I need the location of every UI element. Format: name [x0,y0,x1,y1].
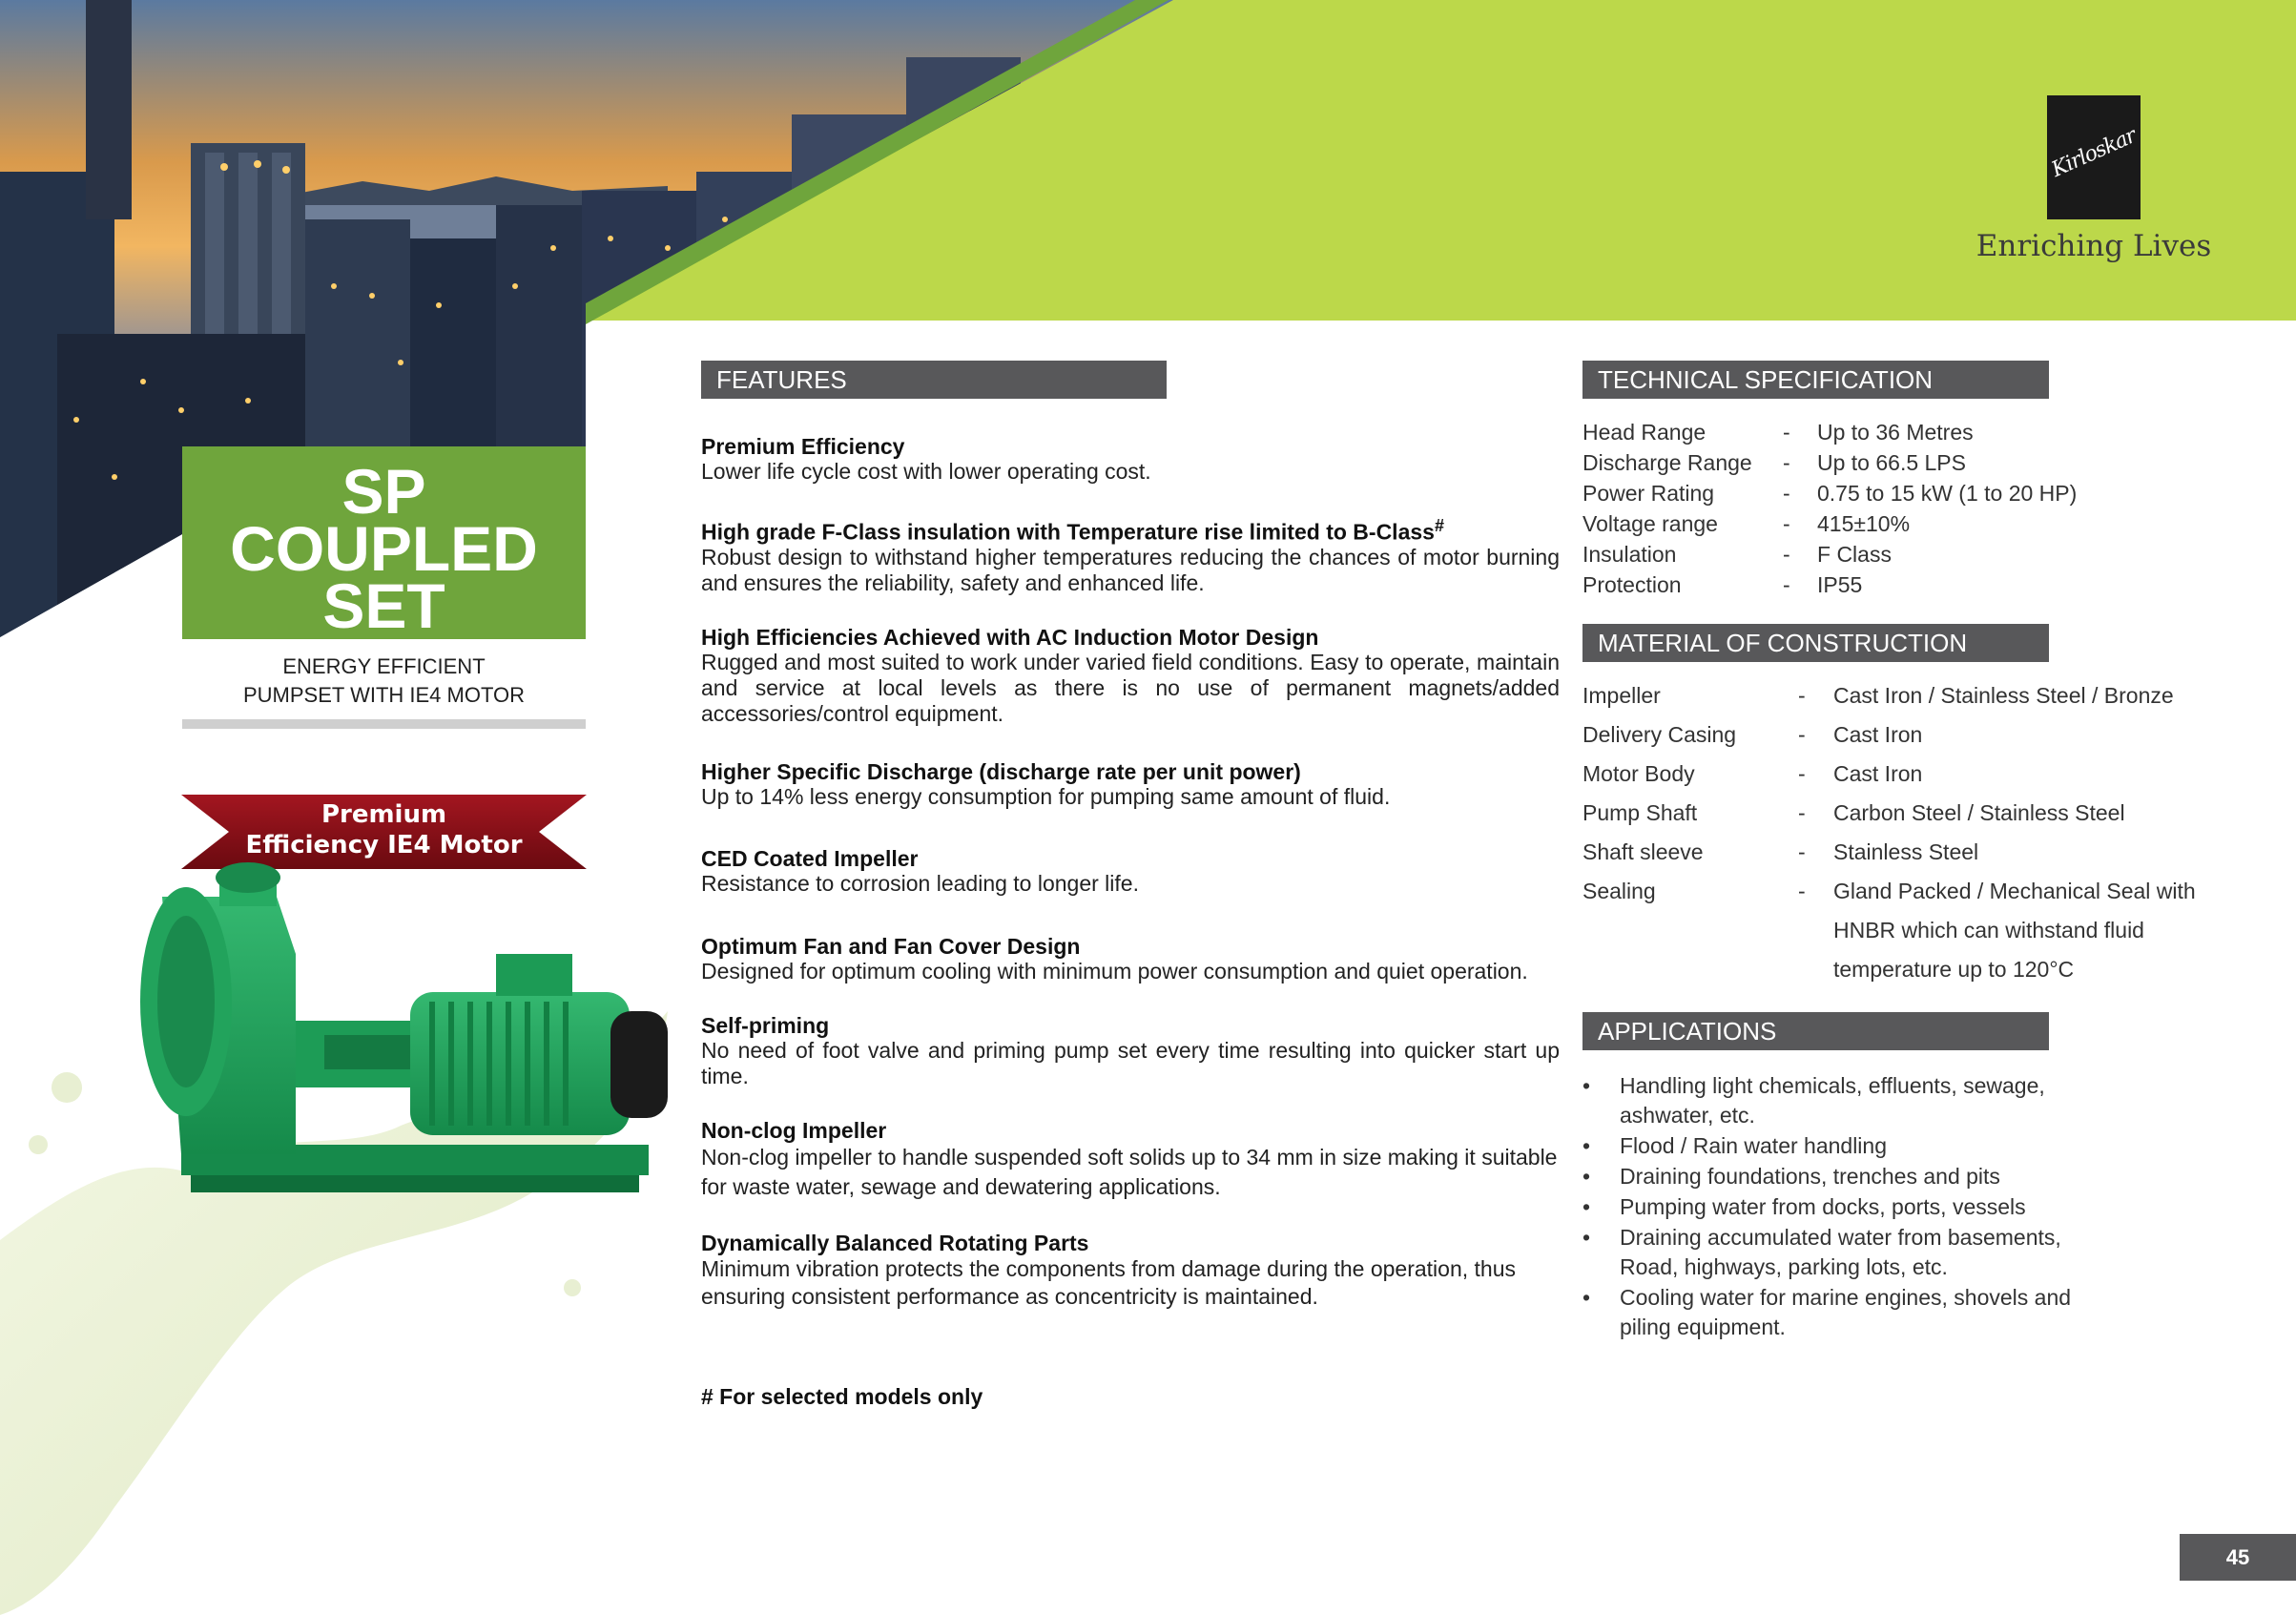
spec-sep: - [1783,481,1790,506]
application-item: • Cooling water for marine engines, shovels and piling equipment. [1582,1283,2117,1342]
applications-header: APPLICATIONS [1582,1012,2049,1050]
spec-value: Up to 36 Metres [1817,420,1974,445]
feature-desc: Robust design to withstand higher temperatures reducing the chances of motor burning and ensures the reliability, safety and enhanced life. [701,544,1560,595]
spec-label: Power Rating [1582,481,1715,506]
technical-spec-header: TECHNICAL SPECIFICATION [1582,361,2049,399]
ribbon-line: Premium [321,800,447,829]
footnote: # For selected models only [701,1384,983,1409]
feature-item [701,759,1560,810]
application-item: • Pumping water from docks, ports, vessels [1582,1192,2117,1222]
spec-row [1582,569,2077,600]
application-item: • Draining foundations, trenches and pits [1582,1162,2117,1191]
material-row [1582,755,2215,794]
feature-title: Premium Efficiency [701,434,905,459]
spec-sep: - [1783,572,1790,597]
material-label: Delivery Casing [1582,722,1737,747]
feature-title: Optimum Fan and Fan Cover Design [701,933,1081,959]
brand-tagline: Enriching Lives [1975,229,2212,263]
feature-title [701,513,1560,545]
feature-title: Dynamically Balanced Rotating Parts [701,1230,1089,1255]
material-header: MATERIAL OF CONSTRUCTION [1582,624,2049,662]
spec-sep: - [1783,542,1790,567]
product-title-line: SP [341,456,426,527]
spec-value: 0.75 to 15 kW (1 to 20 HP) [1817,481,2078,506]
spec-row [1582,447,2077,478]
subtitle-line: ENERGY EFFICIENT [282,654,486,678]
features-list [701,434,1560,1311]
material-value: Stainless Steel [1833,839,1979,864]
feature-item [701,1118,1560,1202]
material-row [1582,715,2215,755]
spec-label: Voltage range [1582,511,1718,536]
feature-item [701,625,1560,727]
spec-row [1582,417,2077,447]
spec-row [1582,478,2077,508]
material-label: Sealing [1582,879,1656,903]
material-sep: - [1798,683,1806,708]
application-item: • Flood / Rain water handling [1582,1131,2117,1161]
spec-label: Discharge Range [1582,450,1752,475]
feature-item [701,434,1560,485]
material-row [1582,794,2215,833]
material-sep: - [1798,722,1806,747]
feature-title: Non-clog Impeller [701,1117,887,1143]
material-value: Cast Iron [1833,722,1923,747]
application-item: • Draining accumulated water from basements, Road, highways, parking lots, etc. [1582,1223,2117,1282]
feature-title: Self-priming [701,1012,830,1038]
material-sep: - [1798,761,1806,786]
feature-title: CED Coated Impeller [701,845,919,871]
features-header: FEATURES [701,361,1167,399]
applications-list [1582,1071,2117,1343]
spec-sep: - [1783,420,1790,445]
spec-label: Head Range [1582,420,1706,445]
feature-item [701,846,1560,897]
divider [182,719,586,729]
product-title-line: COUPLED [230,513,538,584]
product-title-line: SET [322,570,445,641]
material-label: Shaft sleeve [1582,839,1704,864]
spec-sep: - [1783,511,1790,536]
technical-spec-table [1582,417,2077,600]
spec-value: Up to 66.5 LPS [1817,450,1966,475]
subtitle-line: PUMPSET WITH IE4 MOTOR [243,683,525,707]
application-item: • Handling light chemicals, effluents, sewage, ashwater, etc. [1582,1071,2117,1130]
material-row [1582,833,2215,872]
material-row [1582,676,2215,715]
spec-sep: - [1783,450,1790,475]
material-label: Impeller [1582,683,1661,708]
footnote-mark: # [1434,516,1444,535]
pump-set-illustration [0,839,687,1615]
material-sep: - [1798,800,1806,825]
spec-value: F Class [1817,542,1892,567]
material-value: Carbon Steel / Stainless Steel [1833,800,2125,825]
feature-desc: Designed for optimum cooling with minimum power consumption and quiet operation. [701,958,1528,983]
spec-value: IP55 [1817,572,1863,597]
material-label: Motor Body [1582,761,1695,786]
page-number: 45 [2180,1534,2296,1581]
material-sep: - [1798,839,1806,864]
product-title-panel [182,446,586,639]
spec-row [1582,508,2077,539]
material-label: Pump Shaft [1582,800,1698,825]
feature-item [701,513,1560,596]
feature-desc: Minimum vibration protects the components from damage during the operation, thus ensuring consistent performance as concentricity is maintained. [701,1255,1516,1309]
spec-row [1582,539,2077,569]
feature-title-text: High grade F-Class insulation with Temperature rise limited to B-Class [701,519,1435,545]
feature-desc: No need of foot valve and priming pump set every time resulting into quicker start up time. [701,1037,1560,1088]
feature-title: Higher Specific Discharge (discharge rate per unit power) [701,758,1301,784]
feature-desc: Non-clog impeller to handle suspended soft solids up to 34 mm in size making it suitable for waste water, sewage and dewatering applications. [701,1144,1558,1199]
material-value: Gland Packed / Mechanical Seal with HNBR which can withstand fluid temperature up to 120°C [1833,879,2196,982]
feature-desc: Resistance to corrosion leading to longer life. [701,870,1139,896]
feature-item [701,1231,1560,1311]
logo-wordmark: Kirloskar [2048,124,2140,182]
material-table [1582,676,2215,989]
material-value: Cast Iron / Stainless Steel / Bronze [1833,683,2174,708]
spec-label: Protection [1582,572,1682,597]
spec-value: 415±10% [1817,511,1911,536]
spec-label: Insulation [1582,542,1677,567]
kirloskar-logo [2047,95,2141,219]
material-row [1582,872,2215,989]
feature-desc: Up to 14% less energy consumption for pumping same amount of fluid. [701,783,1391,809]
material-value: Cast Iron [1833,761,1923,786]
ribbon-line: Efficiency IE4 Motor [245,831,523,859]
material-sep: - [1798,879,1806,903]
feature-item [701,1013,1560,1089]
product-subtitle [182,652,586,710]
feature-desc: Lower life cycle cost with lower operating cost. [701,459,1151,484]
feature-item [701,934,1560,984]
feature-title: High Efficiencies Achieved with AC Induction Motor Design [701,624,1319,650]
feature-desc: Rugged and most suited to work under varied field conditions. Easy to operate, maintain and service at local levels as there is no use of permanent magnets/added accessories/control equipment. [701,649,1560,726]
